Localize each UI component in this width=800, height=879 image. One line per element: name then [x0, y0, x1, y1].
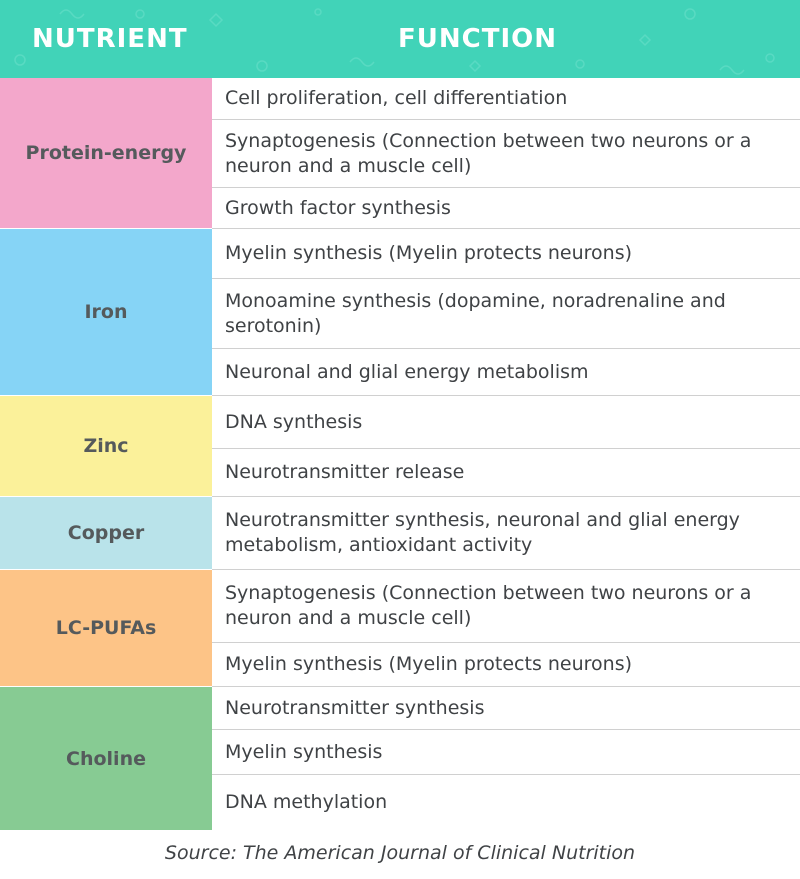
function-row: Neurotransmitter release	[212, 448, 800, 496]
function-row: Myelin synthesis	[212, 729, 800, 774]
header-nutrient: NUTRIENT	[32, 24, 188, 54]
nutrient-cell: Protein-energy	[0, 78, 212, 228]
function-row: Myelin synthesis (Myelin protects neurons)	[212, 229, 800, 278]
function-row: DNA synthesis	[212, 396, 800, 448]
nutrient-cell: Copper	[0, 497, 212, 569]
nutrient-group-zinc	[0, 396, 800, 496]
function-row: Neuronal and glial energy metabolism	[212, 348, 800, 395]
nutrient-cell: LC-PUFAs	[0, 570, 212, 686]
nutrient-cell: Choline	[0, 687, 212, 830]
function-row: Neurotransmitter synthesis, neuronal and glial energy metabolism, antioxidant activity	[212, 497, 800, 569]
function-row: Growth factor synthesis	[212, 187, 800, 228]
nutrient-group-copper	[0, 497, 800, 569]
source-caption: Source: The American Journal of Clinical Nutrition	[164, 842, 636, 864]
function-row: Synaptogenesis (Connection between two neurons or a neuron and a muscle cell)	[212, 570, 800, 642]
function-row: Monoamine synthesis (dopamine, noradrenaline and serotonin)	[212, 278, 800, 348]
function-row: Neurotransmitter synthesis	[212, 687, 800, 729]
nutrient-cell: Iron	[0, 229, 212, 395]
function-row: Cell proliferation, cell differentiation	[212, 78, 800, 119]
function-row: Myelin synthesis (Myelin protects neurons)	[212, 642, 800, 686]
nutrient-group-protein-energy	[0, 78, 800, 228]
function-row: Synaptogenesis (Connection between two neurons or a neuron and a muscle cell)	[212, 119, 800, 187]
nutrient-group-choline	[0, 687, 800, 830]
table-header	[0, 0, 800, 78]
nutrient-group-lc-pufas	[0, 570, 800, 686]
nutrient-group-iron	[0, 229, 800, 395]
header-function: FUNCTION	[398, 24, 557, 54]
function-row: DNA methylation	[212, 774, 800, 830]
nutrient-cell: Zinc	[0, 396, 212, 496]
